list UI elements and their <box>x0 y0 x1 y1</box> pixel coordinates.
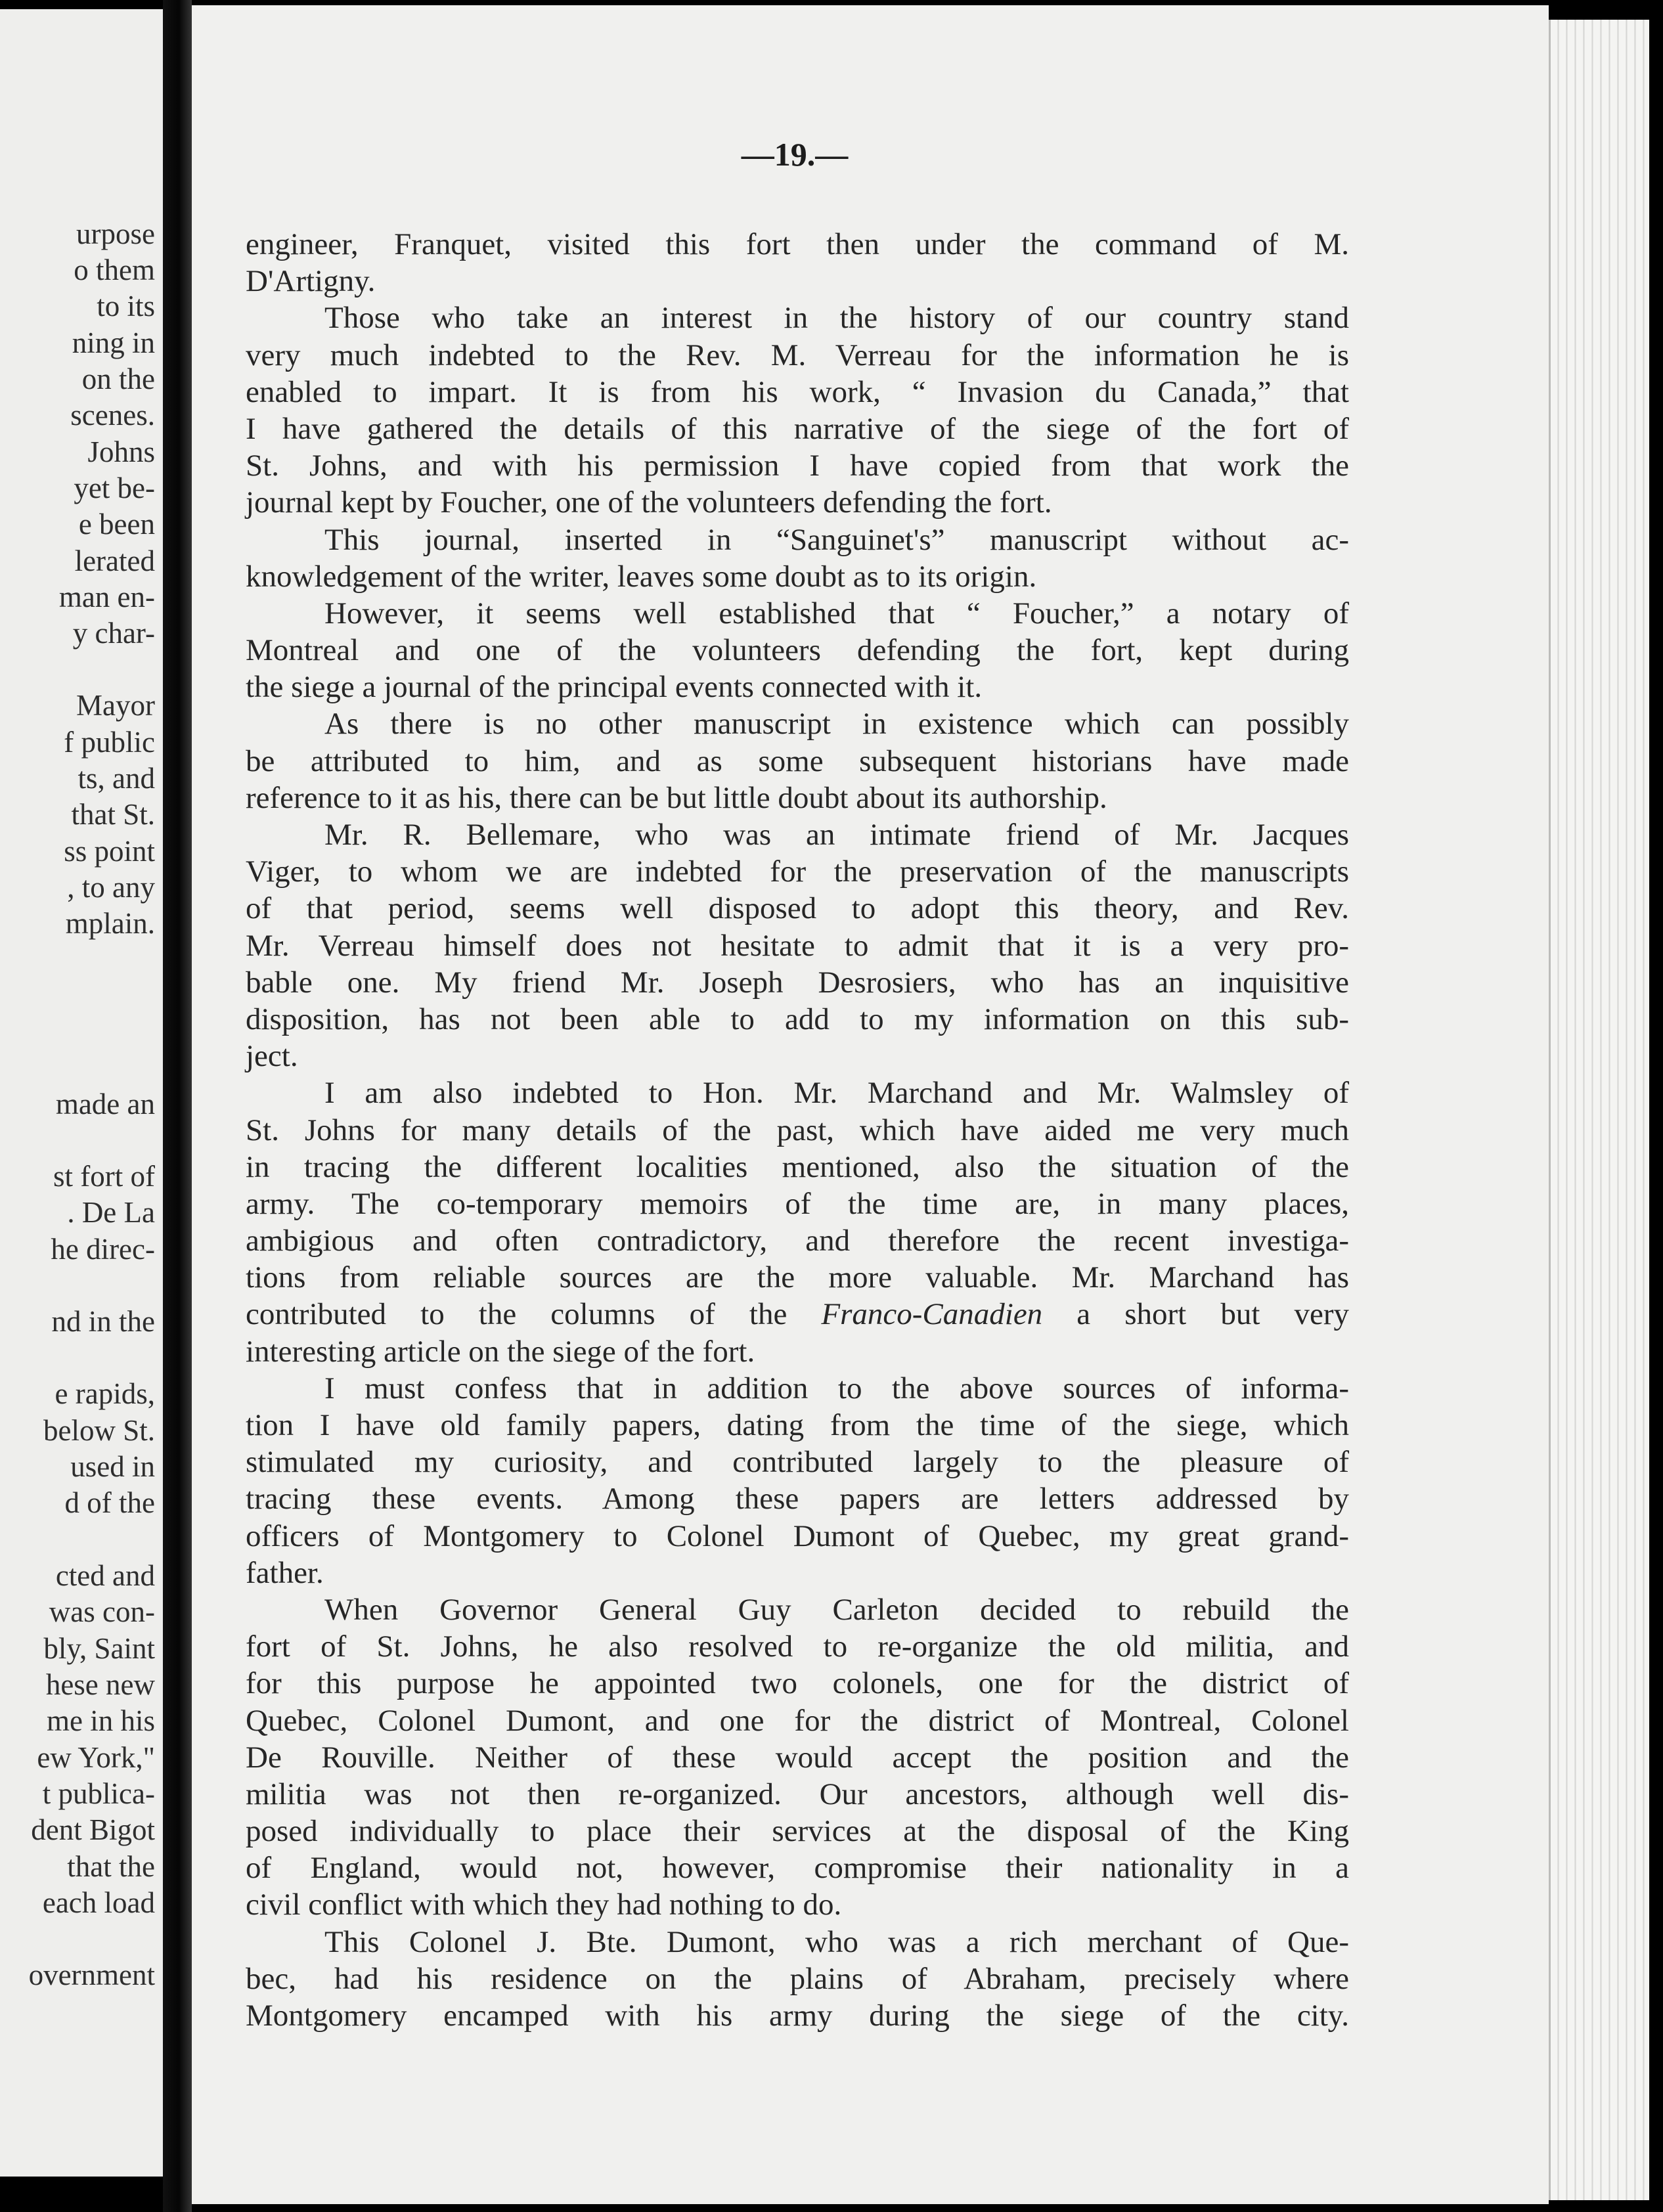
text-line: fort of St. Johns, he also resolved to re-organize the old militia, and <box>246 1629 1349 1664</box>
text-line: reference to it as his, there can be but little doubt about its authorship. <box>246 780 1107 815</box>
text-segment: contributed to the columns of the <box>246 1297 822 1332</box>
text-line: However, it seems well established that “ Foucher,” a notary of <box>324 596 1349 630</box>
left-page-line: d of the <box>64 1486 155 1519</box>
left-page-line: nd in the <box>51 1305 155 1338</box>
text-line: knowledgement of the writer, leaves some doubt as to its origin. <box>246 559 1037 594</box>
text-line: of that period, seems well disposed to adopt this theory, and Rev. <box>246 891 1349 926</box>
text-segment: a short but very <box>1042 1297 1349 1332</box>
book-gutter <box>163 0 192 2212</box>
text-line: Mr. R. Bellemare, who was an intimate friend of Mr. Jacques <box>324 818 1349 852</box>
left-page-line: on the <box>81 363 155 395</box>
text-line: This Colonel J. Bte. Dumont, who was a rich merchant of Que- <box>324 1924 1349 1959</box>
page-number: —19.— <box>741 136 849 173</box>
left-page-line: cted and <box>55 1559 155 1592</box>
left-page-fragment <box>0 9 166 2177</box>
text-line: interesting article on the siege of the fort. <box>246 1334 755 1369</box>
left-page-line: scenes. <box>70 399 155 431</box>
left-page-line: yet be- <box>74 472 155 504</box>
text-line: in tracing the different localities mentioned, also the situation of the <box>246 1149 1349 1184</box>
text-line: St. Johns, and with his permission I have copied from that work the <box>246 449 1349 483</box>
text-line: of England, would not, however, compromise their nationality in a <box>246 1851 1349 1886</box>
text-line <box>246 1296 1349 1333</box>
text-line: I must confess that in addition to the above sources of informa- <box>324 1371 1349 1405</box>
text-line: tions from reliable sources are the more valuable. Mr. Marchand has <box>246 1260 1349 1295</box>
left-page-line: f public <box>64 726 155 759</box>
left-page-line: ss point <box>64 835 155 868</box>
left-page-line: ts, and <box>78 762 155 795</box>
left-page-line: used in <box>70 1450 155 1483</box>
text-line: disposition, has not been able to add to my information on this sub- <box>246 1002 1349 1036</box>
text-line: bable one. My friend Mr. Joseph Desrosiers, who has an inquisitive <box>246 965 1349 1000</box>
left-page-line: o them <box>74 254 155 286</box>
text-line: the siege a journal of the principal events connected with it. <box>246 670 983 705</box>
left-page-line: Johns <box>87 435 155 468</box>
left-page-line: st fort of <box>53 1160 155 1193</box>
left-page-line: hese new <box>45 1668 155 1701</box>
left-page-line: ning in <box>72 326 155 359</box>
text-line: ambigious and often contradictory, and therefore the recent investiga- <box>246 1224 1349 1258</box>
text-line: When Governor General Guy Carleton decided to rebuild the <box>324 1592 1349 1627</box>
left-page-line: man en- <box>58 581 155 613</box>
page-edges <box>1549 20 1649 2200</box>
left-page-line: e rapids, <box>55 1377 155 1410</box>
text-line: be attributed to him, and as some subsequent historians have made <box>246 743 1349 778</box>
text-line: Montreal and one of the volunteers defending the fort, kept during <box>246 633 1349 668</box>
text-line: tracing these events. Among these papers are letters addressed by <box>246 1482 1349 1516</box>
left-page-line: Mayor <box>76 689 155 722</box>
text-line: As there is no other manuscript in existence which can possibly <box>324 707 1349 741</box>
left-page-line: below St. <box>43 1414 155 1447</box>
left-page-line: he direc- <box>51 1233 155 1266</box>
text-line: I have gathered the details of this narrative of the siege of the fort of <box>246 411 1349 446</box>
text-line: enabled to impart. It is from his work, “ Invasion du Canada,” that <box>246 374 1349 409</box>
text-line: ject. <box>246 1039 298 1074</box>
left-page-line: y char- <box>72 617 155 650</box>
text-line: tion I have old family papers, dating from the time of the siege, which <box>246 1408 1349 1442</box>
left-page-line: e been <box>78 508 155 541</box>
text-line: D'Artigny. <box>246 264 376 299</box>
text-line: bec, had his residence on the plains of Abraham, precisely where <box>246 1961 1349 1996</box>
text-line: I am also indebted to Hon. Mr. Marchand and Mr. Walmsley of <box>324 1076 1349 1111</box>
text-line: militia was not then re-organized. Our ancestors, although well dis- <box>246 1777 1349 1811</box>
left-page-line: each load <box>42 1886 155 1919</box>
left-page-line: that St. <box>71 798 155 831</box>
left-page-line: me in his <box>47 1704 155 1737</box>
body-text <box>246 226 1349 2034</box>
left-page-line: made an <box>55 1088 155 1120</box>
left-page-line: t publica- <box>42 1777 155 1810</box>
text-line: posed individually to place their services at the disposal of the King <box>246 1814 1349 1849</box>
text-line: Mr. Verreau himself does not hesitate to admit that it is a very pro- <box>246 928 1349 963</box>
left-page-line: . De La <box>67 1196 155 1229</box>
text-line: stimulated my curiosity, and contributed largely to the pleasure of <box>246 1445 1349 1480</box>
text-line: St. Johns for many details of the past, which have aided me very much <box>246 1113 1349 1147</box>
left-page-line: lerated <box>74 544 155 577</box>
text-line: father. <box>246 1555 324 1590</box>
text-line: very much indebted to the Rev. M. Verreau for the information he is <box>246 338 1349 372</box>
text-line: Those who take an interest in the history of our country stand <box>324 301 1349 336</box>
text-line: This journal, inserted in “Sanguinet's” manuscript without ac- <box>324 522 1349 557</box>
text-line: De Rouville. Neither of these would accept the position and the <box>246 1740 1349 1775</box>
left-page-line: to its <box>97 290 155 322</box>
text-line: journal kept by Foucher, one of the volunteers defending the fort. <box>246 485 1052 520</box>
text-line: for this purpose he appointed two colonels, one for the district of <box>246 1666 1349 1701</box>
text-line: officers of Montgomery to Colonel Dumont of Quebec, my great grand- <box>246 1518 1349 1553</box>
left-page-line: bly, Saint <box>43 1632 155 1665</box>
left-page-line: mplain. <box>65 907 155 940</box>
newspaper-title: Franco-Canadien <box>821 1297 1043 1332</box>
text-line: engineer, Franquet, visited this fort then under the command of M. <box>246 227 1349 261</box>
text-line: Viger, to whom we are indebted for the preservation of the manuscripts <box>246 854 1349 889</box>
left-page-line: ew York," <box>37 1741 155 1774</box>
text-line: Quebec, Colonel Dumont, and one for the district of Montreal, Colonel <box>246 1703 1349 1738</box>
left-page-line: was con- <box>49 1595 155 1628</box>
text-line: army. The co-temporary memoirs of the time are, in many places, <box>246 1186 1349 1221</box>
left-page-line: that the <box>67 1850 155 1883</box>
left-page-line: urpose <box>76 217 155 250</box>
text-line: Montgomery encamped with his army during the siege of the city. <box>246 1999 1349 2033</box>
left-page-line: overnment <box>28 1958 155 1991</box>
text-line: civil conflict with which they had nothing to do. <box>246 1888 842 1922</box>
left-page-line: dent Bigot <box>31 1813 155 1846</box>
left-page-line: , to any <box>67 871 155 904</box>
